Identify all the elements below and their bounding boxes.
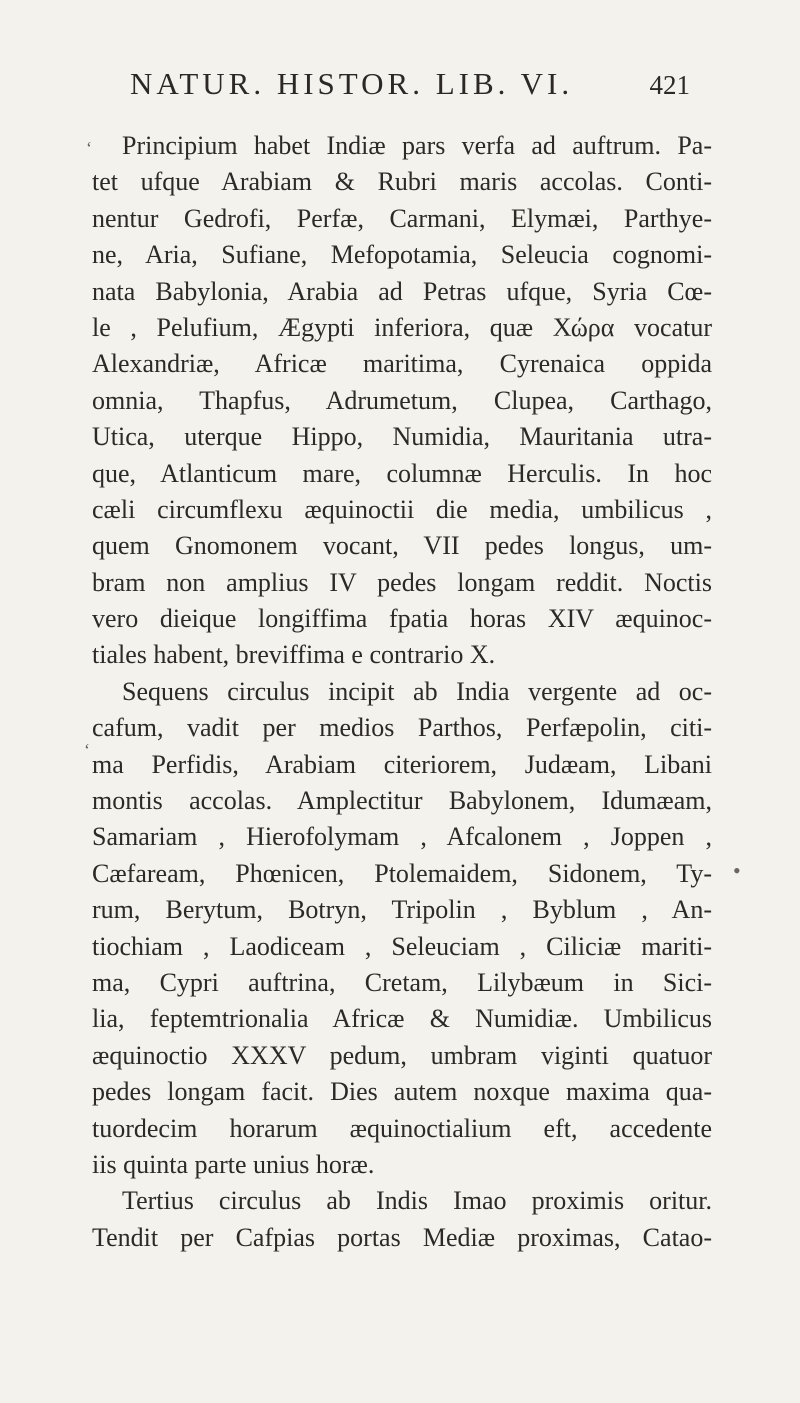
paragraph-3 <box>92 1183 712 1256</box>
text-line: Tertius circulus ab Indis Imao proximis oritur. <box>122 1186 712 1216</box>
running-title: NATUR. HISTOR. LIB. VI. <box>130 66 574 101</box>
text-line: quem Gnomonem vocant, VII pedes longus, um- <box>92 531 712 561</box>
text-line: ma, Cypri auftrina, Cretam, Lilybæum in Sici- <box>92 967 712 997</box>
text-line: nentur Gedrofi, Perfæ, Carmani, Elymæi, Parthye- <box>92 203 712 233</box>
text-line: iis quinta parte unius horæ. <box>92 1149 375 1179</box>
text-line: vero dieique longiffima fpatia horas XIV æquinoc- <box>92 604 712 634</box>
text-line: tiales habent, breviffima e contrario X. <box>92 640 496 670</box>
body-text <box>92 128 712 1256</box>
text-line: æquinoctio XXXV pedum, umbram viginti quatuor <box>92 1040 712 1070</box>
text-line: Samariam , Hierofolymam , Afcalonem , Joppen , <box>92 822 712 852</box>
paragraph-2 <box>92 674 712 1183</box>
margin-mark: ‘ <box>84 740 90 760</box>
text-line: Utica, uterque Hippo, Numidia, Mauritania utra- <box>92 422 712 452</box>
text-line: tiochiam , Laodiceam , Seleuciam , Ciliciæ mariti- <box>92 931 712 961</box>
text-line: Sequens circulus incipit ab India vergente ad oc- <box>122 676 712 706</box>
text-line: ma Perfidis, Arabiam citeriorem, Judæam, Libani <box>92 749 712 779</box>
text-line: ne, Aria, Sufiane, Mefopotamia, Seleucia cognomi- <box>92 240 712 270</box>
text-line: Principium habet Indiæ pars verfa ad auftrum. Pa- <box>122 131 712 160</box>
text-line: cafum, vadit per medios Parthos, Perfæpolin, citi- <box>92 713 712 743</box>
text-line: omnia, Thapfus, Adrumetum, Clupea, Carthago, <box>92 385 712 415</box>
page-number: 421 <box>649 70 690 100</box>
text-line: Alexandriæ, Africæ maritima, Cyrenaica oppida <box>92 349 712 379</box>
text-line: Tendit per Cafpias portas Mediæ proximas, Catao- <box>92 1222 712 1252</box>
margin-mark: ‘ <box>86 138 92 158</box>
text-line: Cæfaream, Phœnicen, Ptolemaidem, Sidonem, Ty- <box>92 858 712 888</box>
text-line: le , Pelufium, Ægypti inferiora, quæ Χώρα vocatur <box>92 312 712 342</box>
margin-bullet: • <box>733 858 741 883</box>
text-line: cæli circumflexu æquinoctii die media, umbilicus , <box>92 494 712 524</box>
text-line: rum, Berytum, Botryn, Tripolin , Byblum , An- <box>92 895 712 925</box>
text-line: lia, feptemtrionalia Africæ & Numidiæ. Umbilicus <box>92 1004 712 1034</box>
text-line: nata Babylonia, Arabia ad Petras ufque, Syria Cœ- <box>92 276 712 306</box>
running-head <box>130 66 690 116</box>
text-line: tuordecim horarum æquinoctialium eft, accedente <box>92 1113 712 1143</box>
text-line: bram non amplius IV pedes longam reddit. Noctis <box>92 567 712 597</box>
paragraph-1 <box>92 128 712 674</box>
text-line: pedes longam facit. Dies autem noxque maxima qua- <box>92 1077 712 1107</box>
text-line: que, Atlanticum mare, columnæ Herculis. In hoc <box>92 458 712 488</box>
text-line: montis accolas. Amplectitur Babylonem, Idumæam, <box>92 786 712 816</box>
text-line: tet ufque Arabiam & Rubri maris accolas. Conti- <box>92 167 712 197</box>
